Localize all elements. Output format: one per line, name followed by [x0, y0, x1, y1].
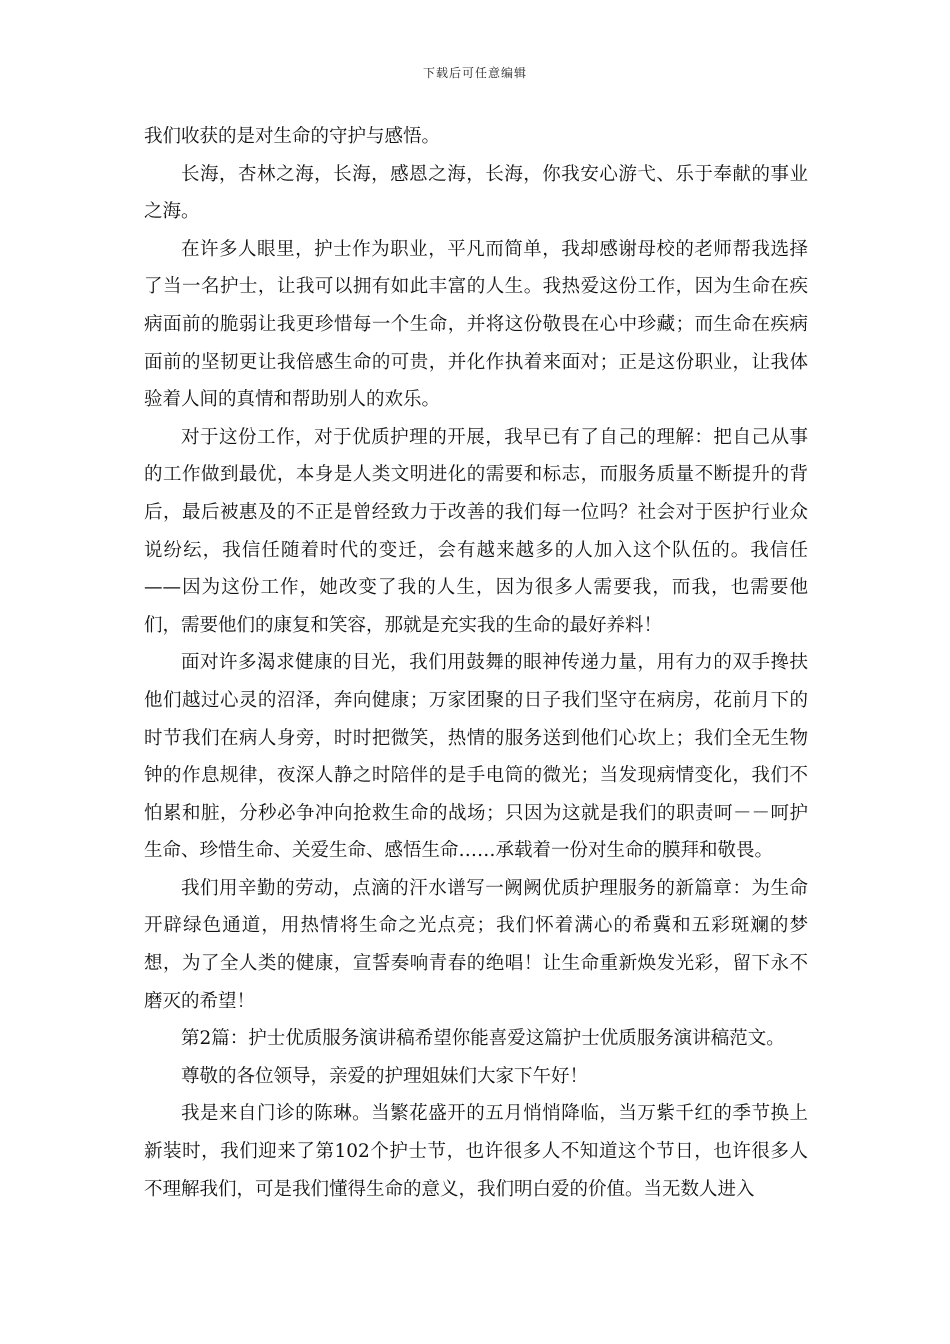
- salutation: 尊敬的各位领导，亲爱的护理姐妹们大家下午好！: [181, 1065, 589, 1087]
- section-heading: 第2篇：护士优质服务演讲稿希望你能喜爱这篇护士优质服务演讲稿范文。: [181, 1028, 785, 1050]
- paragraph-5: 面对许多渴求健康的目光，我们用鼓舞的眼神传递力量，用有力的双手搀扶他们越过心灵的沼泽，奔向健康；万家团聚的日子我们坚守在病房，花前月下的时节我们在病人身旁，时时把微笑，热情的服务送到他们心坎上；我们全无生物钟的作息规律，夜深人静之时陪伴的是手电筒的微光；当发现病情变化，我们不怕累和脏，分秒必争冲向抢救生命的战场；只因为这就是我们的职责呵－－呵护生命、珍惜生命、关爱生命、感悟生命……承载着一份对生命的膜拜和敬畏。: [144, 652, 808, 862]
- paragraph-4: 对于这份工作，对于优质护理的开展，我早已有了自己的理解：把自己从事的工作做到最优，本身是人类文明进化的需要和标志，而服务质量不断提升的背后，最后被惠及的不正是曾经致力于改善的我们每一位吗？社会对于医护行业众说纷纭，我信任随着时代的变迁，会有越来越多的人加入这个队伍的。我信任——因为这份工作，她改变了我的人生，因为很多人需要我，而我，也需要他们，需要他们的康复和笑容，那就是充实我的生命的最好养料！: [144, 426, 808, 636]
- paragraph-2: 长海，杏林之海，长海，感恩之海，长海，你我安心游弋、乐于奉献的事业之海。: [144, 163, 808, 223]
- document-body: [144, 118, 808, 1208]
- paragraph-1: 我们收获的是对生命的守护与感悟。: [144, 126, 441, 147]
- paragraph-3: 在许多人眼里，护士作为职业，平凡而简单，我却感谢母校的老师帮我选择了当一名护士，让我可以拥有如此丰富的人生。我热爱这份工作，因为生命在疾病面前的脆弱让我更珍惜每一个生命，并将这份敬畏在心中珍藏；而生命在疾病面前的坚韧更让我倍感生命的可贵，并化作执着来面对；正是这份职业，让我体验着人间的真情和帮助别人的欢乐。: [144, 238, 808, 411]
- paragraph-9: 我是来自门诊的陈琳。当繁花盛开的五月悄悄降临，当万紫千红的季节换上新装时，我们迎来了第102个护士节，也许很多人不知道这个节日，也许很多人不理解我们，可是我们懂得生命的意义，我们明白爱的价值。当无数人进入: [144, 1103, 808, 1200]
- paragraph-6: 我们用辛勤的劳动，点滴的汗水谱写一阙阙优质护理服务的新篇章：为生命开辟绿色通道，用热情将生命之光点亮；我们怀着满心的希冀和五彩斑斓的梦想，为了全人类的健康，宣誓奏响青春的绝唱！让生命重新焕发光彩，留下永不磨灭的希望！: [144, 877, 808, 1012]
- page-header: 下载后可任意编辑: [422, 66, 527, 80]
